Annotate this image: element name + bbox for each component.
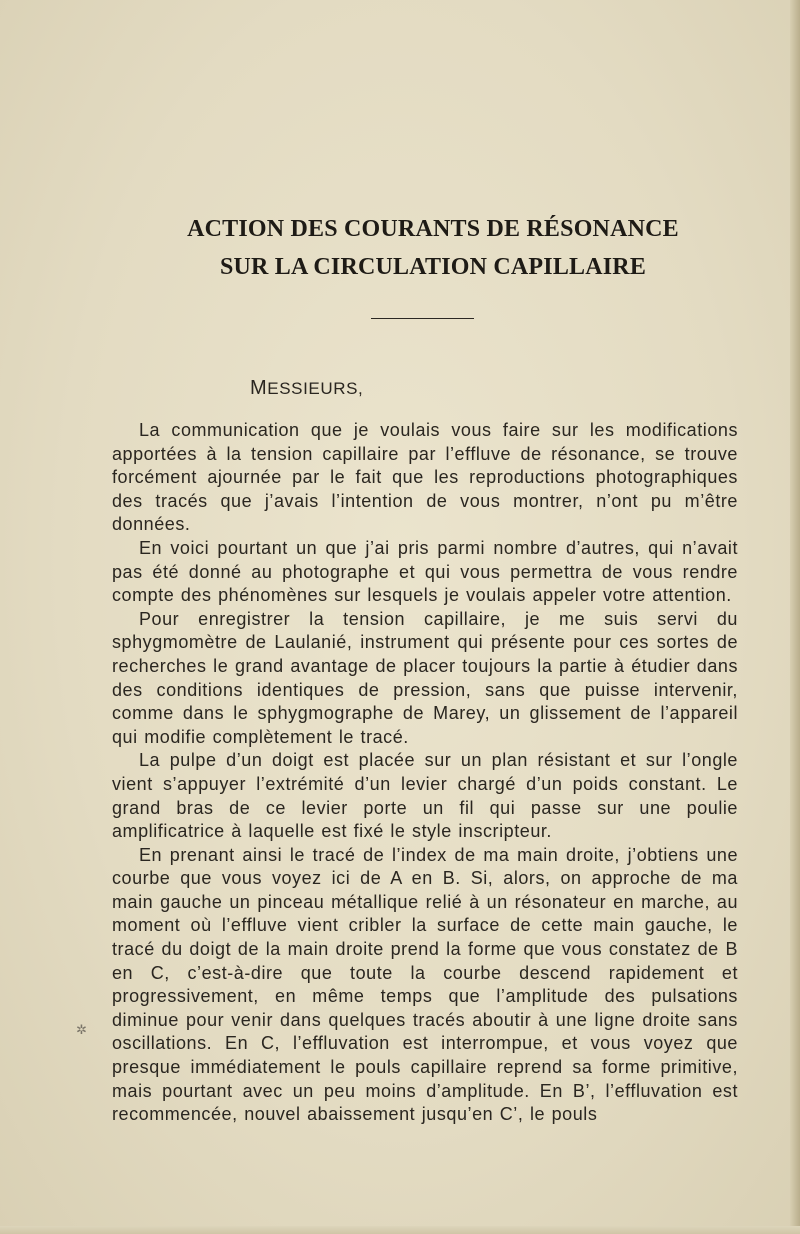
salutation (250, 377, 363, 400)
page-edge-shadow (790, 0, 800, 1234)
margin-mark-icon: ✲ (76, 1022, 87, 1037)
body-text (112, 419, 738, 1127)
paragraph-4: La pulpe d’un doigt est placée sur un plan résistant et sur l’ongle vient s’appuyer l’extrémité d’un levier chargé d’un poids constant. Le grand bras de ce levier porte un fil qui passe sur une poulie amplificatrice à laquelle est fixé le style inscripteur. (112, 750, 738, 842)
title-divider (371, 318, 474, 319)
title-line-1: ACTION DES COURANTS DE RÉSONANCE (187, 216, 679, 242)
paragraph-2: En voici pourtant un que j’ai pris parmi nombre d’autres, qui n’avait pas été donné au photographe et qui vous permettra de vous rendre compte des phénomènes sur lesquels je voulais appeler votre attention. (112, 537, 738, 606)
title-line-2: SUR LA CIRCULATION CAPILLAIRE (219, 254, 647, 280)
paragraph-5: En prenant ainsi le tracé de l’index de ma main droite, j’obtiens une courbe que vous voyez ici de A en B. Si, alors, on approche de ma main gauche un pinceau métallique relié à un résonateur en marche, au moment où l’effluve vient cribler la surface de cette main gauche, le tracé du doigt de la main droite prend la forme que vous constatez de B en C, c’est-à-dire que toute la courbe descend rapidement et progressivement, en même temps que l’amplitude des pulsations diminue pour venir dans quelques tracés aboutir à une ligne droite sans oscillations. En C, l’effluvation est interrompue, et vous voyez que presque immédiatement le pouls capillaire reprend sa forme primitive, mais pourtant avec un peu moins d’amplitude. En B’, l’effluvation est recommencée, nouvel abaissement jusqu’en C’, le pouls (112, 844, 738, 1125)
page-bottom-edge (0, 1226, 800, 1234)
salutation-rest: ESSIEURS, (267, 379, 364, 398)
paragraph-3: Pour enregistrer la tension capillaire, je me suis servi du sphygmomètre de Laulanié, instrument qui présente pour ces sortes de recherches le grand avantage de placer toujours la partie à étudier dans des conditions identiques de pression, sans que puisse intervenir, comme dans le sphygmographe de Marey, un glissement de l’appareil qui modifie complètement le tracé. (112, 608, 738, 747)
salutation-initial: M (250, 377, 268, 399)
paragraph-1: La communication que je voulais vous faire sur les modifications apportées à la tension capillaire par l’effluve de résonance, se trouve forcément ajournée par le fait que les reproductions photographiques des tracés que j’avais l’intention de vous montrer, n’ont pu m’être données. (112, 420, 738, 535)
